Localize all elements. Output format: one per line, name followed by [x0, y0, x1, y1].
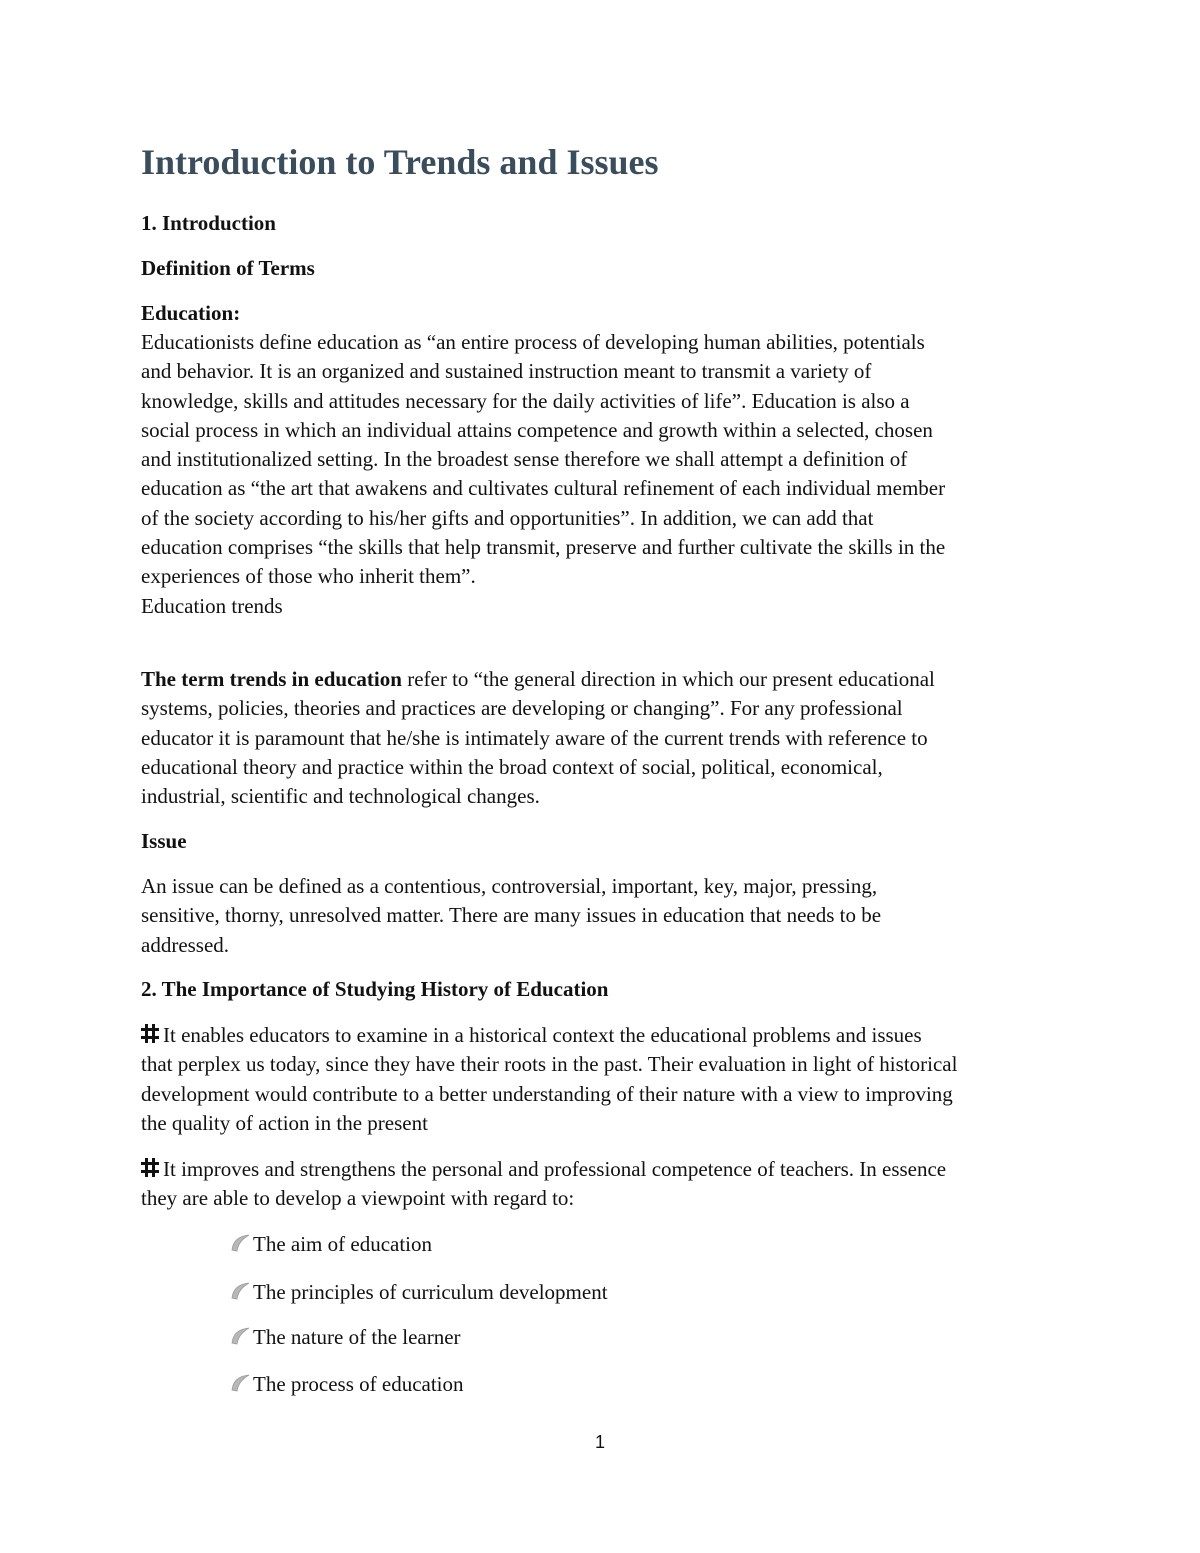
text-line: they are able to develop a viewpoint with regard to: — [141, 1186, 575, 1211]
issue-paragraph — [141, 872, 1071, 960]
text-line: educational theory and practice within the broad context of social, political, economical, — [141, 754, 883, 779]
text-line: that perplex us today, since they have their roots in the past. Their evaluation in light of historical — [141, 1052, 958, 1077]
text-line: development would contribute to a better understanding of their nature with a view to improving — [141, 1081, 953, 1106]
bullet-item — [141, 1155, 1071, 1214]
definitions-heading: Definition of Terms — [141, 256, 315, 280]
text-line — [141, 665, 1071, 694]
curve-icon — [229, 1326, 253, 1346]
sub-list-item — [229, 1278, 608, 1307]
sub-list-item — [229, 1323, 461, 1352]
text-line: and behavior. It is an organized and sustained instruction meant to transmit a variety of — [141, 359, 872, 384]
bullet-text: It enables educators to examine in a historical context the educational problems and issues — [163, 1023, 922, 1047]
text-line — [141, 1021, 1071, 1050]
text-line: education comprises “the skills that help transmit, preserve and further cultivate the skills in the — [141, 535, 946, 560]
trends-paragraph — [141, 665, 1071, 811]
sub-item-text: The nature of the learner — [253, 1325, 461, 1349]
issue-heading: Issue — [141, 829, 187, 853]
sub-item-text: The process of education — [253, 1372, 464, 1396]
text-line: the quality of action in the present — [141, 1110, 428, 1135]
section-1-heading: 1. Introduction — [141, 211, 276, 235]
bullet-item — [141, 1021, 1071, 1138]
education-paragraph — [141, 328, 1071, 621]
sub-list-item — [229, 1370, 464, 1399]
text-line — [141, 1155, 1071, 1184]
page-number: 1 — [594, 1432, 605, 1452]
text-line: experiences of those who inherit them”. — [141, 564, 476, 589]
document-title: Introduction to Trends and Issues — [141, 142, 659, 182]
text-line: systems, policies, theories and practices are developing or changing”. For any professional — [141, 696, 903, 721]
text-line: knowledge, skills and attitudes necessary for the daily activities of life”. Education is also a — [141, 388, 910, 413]
text-line: industrial, scientific and technological changes. — [141, 784, 540, 809]
text-line: social process in which an individual attains competence and growth within a selected, chosen — [141, 417, 933, 442]
sub-item-text: The aim of education — [253, 1232, 433, 1256]
sub-item-text: The principles of curriculum development — [253, 1280, 608, 1304]
education-heading: Education: — [141, 301, 241, 325]
bullet-text: It improves and strengthens the personal and professional competence of teachers. In essence — [163, 1157, 947, 1181]
text-line: addressed. — [141, 932, 230, 957]
hash-icon — [141, 1157, 159, 1178]
curve-icon — [229, 1281, 253, 1301]
text-line: educator it is paramount that he/she is intimately aware of the current trends with reference to — [141, 725, 928, 750]
text-line: Educationists define education as “an entire process of developing human abilities, potentials — [141, 330, 925, 354]
text-line: of the society according to his/her gifts and opportunities”. In addition, we can add that — [141, 505, 874, 530]
hash-icon — [141, 1023, 159, 1044]
curve-icon — [229, 1233, 253, 1253]
section-2-heading: 2. The Importance of Studying History of Education — [141, 977, 609, 1001]
text-line: and institutionalized setting. In the broadest sense therefore we shall attempt a definition of — [141, 447, 908, 472]
text-line: sensitive, thorny, unresolved matter. There are many issues in education that needs to be — [141, 903, 882, 928]
text-line: education as “the art that awakens and cultivates cultural refinement of each individual member — [141, 476, 946, 501]
curve-icon — [229, 1373, 253, 1393]
trends-line-rest: refer to “the general direction in which our present educational — [401, 667, 935, 691]
trends-term: The term trends in education — [141, 667, 402, 691]
sub-list-item — [229, 1230, 432, 1259]
text-line: Education trends — [141, 593, 283, 618]
text-line: An issue can be defined as a contentious, controversial, important, key, major, pressing, — [141, 874, 878, 898]
